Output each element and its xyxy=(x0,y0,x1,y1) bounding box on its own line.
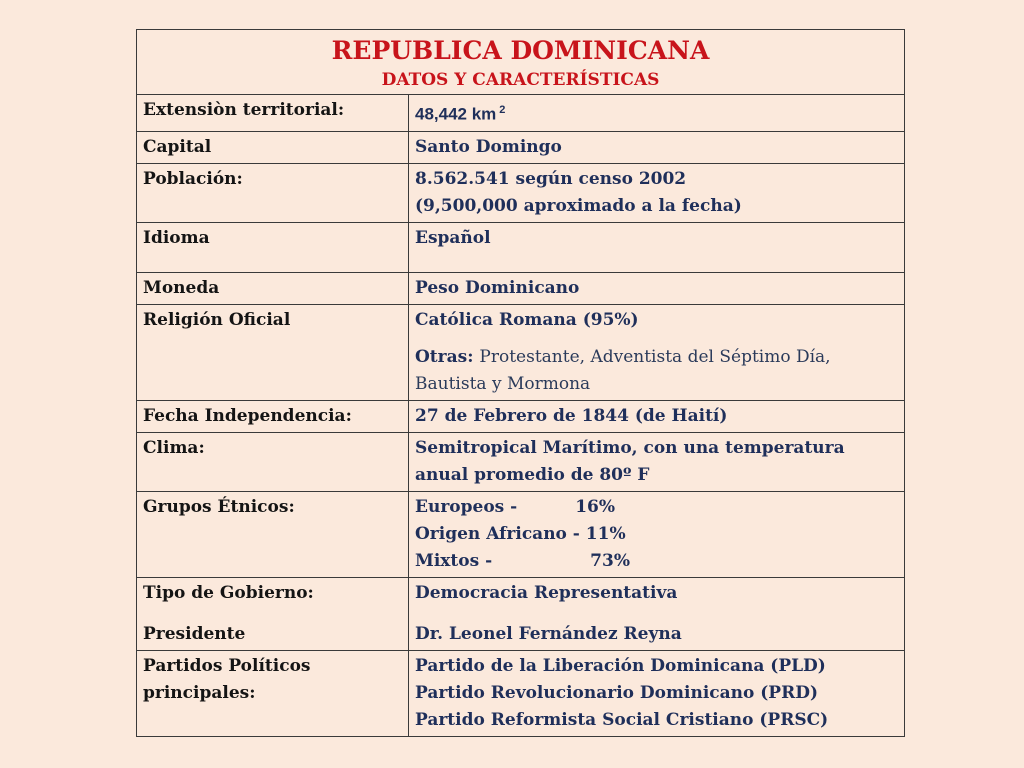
page-title: REPUBLICA DOMINICANA xyxy=(331,36,710,65)
ethnic-group-pct: 73% xyxy=(590,550,630,571)
table-row-independence xyxy=(137,400,905,432)
area-unit-exponent: 2 xyxy=(499,104,506,116)
area-value-cell xyxy=(409,95,905,132)
currency-label: Moneda xyxy=(137,272,409,304)
currency-value: Peso Dominicano xyxy=(409,272,905,304)
table-row-government xyxy=(137,577,905,650)
table-row-parties xyxy=(137,650,905,736)
language-value: Español xyxy=(409,222,905,272)
government-value-cell xyxy=(409,577,905,650)
facts-table xyxy=(136,29,905,737)
table-row-area xyxy=(137,95,905,132)
religion-others xyxy=(415,344,898,398)
government-value: Democracia Representativa xyxy=(415,582,678,603)
climate-value: Semitropical Marítimo, con una temperatura anual promedio de 80º F xyxy=(409,432,905,491)
party-prd: Partido Revolucionario Dominicano (PRD) xyxy=(415,682,818,703)
ethnic-value-cell xyxy=(409,491,905,577)
table-row-language xyxy=(137,222,905,272)
capital-value: Santo Domingo xyxy=(409,131,905,163)
religion-label: Religión Oficial xyxy=(137,304,409,400)
ethnic-group-pct: 16% xyxy=(575,496,616,517)
population-value-cell xyxy=(409,163,905,222)
ethnic-group-pct: 11% xyxy=(585,523,626,544)
parties-label: Partidos Políticos principales: xyxy=(137,650,409,736)
party-pld: Partido de la Liberación Dominicana (PLD) xyxy=(415,655,826,676)
table-row-currency xyxy=(137,272,905,304)
capital-label: Capital xyxy=(137,131,409,163)
table-row-religion xyxy=(137,304,905,400)
president-value: Dr. Leonel Fernández Reyna xyxy=(415,623,682,644)
title-row xyxy=(137,30,905,95)
religion-others-label: Otras: xyxy=(415,346,474,367)
independence-label: Fecha Independencia: xyxy=(137,400,409,432)
climate-label: Clima: xyxy=(137,432,409,491)
population-census: 8.562.541 según censo 2002 xyxy=(415,168,687,189)
table-row-population xyxy=(137,163,905,222)
ethnic-group-name: Mixtos - xyxy=(415,550,493,571)
page-subtitle: DATOS Y CARACTERÍSTICAS xyxy=(381,70,660,90)
parties-value-cell xyxy=(409,650,905,736)
party-prsc: Partido Reformista Social Cristiano (PRSC) xyxy=(415,709,829,730)
independence-value: 27 de Febrero de 1844 (de Haití) xyxy=(409,400,905,432)
population-estimate: (9,500,000 aproximado a la fecha) xyxy=(415,195,742,216)
ethnic-group-mixed xyxy=(415,548,898,575)
religion-others-value: Protestante, Adventista del Séptimo Día, Bautista y Mormona xyxy=(415,346,831,394)
ethnic-group-name: Origen Africano - xyxy=(415,523,580,544)
ethnic-group-europeans xyxy=(415,494,898,521)
ethnic-label: Grupos Étnicos: xyxy=(137,491,409,577)
title-cell xyxy=(137,30,905,95)
table-row-capital xyxy=(137,131,905,163)
ethnic-group-african xyxy=(415,521,898,548)
religion-official: Católica Romana (95%) xyxy=(415,309,639,330)
population-label: Población: xyxy=(137,163,409,222)
table-row-climate xyxy=(137,432,905,491)
government-label: Tipo de Gobierno: xyxy=(143,582,314,603)
government-label-cell xyxy=(137,577,409,650)
president-label: Presidente xyxy=(143,623,246,644)
area-value: 48,442 km xyxy=(415,104,497,124)
language-label: Idioma xyxy=(137,222,409,272)
table-row-ethnic xyxy=(137,491,905,577)
area-label: Extensiòn territorial: xyxy=(137,95,409,132)
religion-value-cell xyxy=(409,304,905,400)
ethnic-group-name: Europeos - xyxy=(415,496,518,517)
